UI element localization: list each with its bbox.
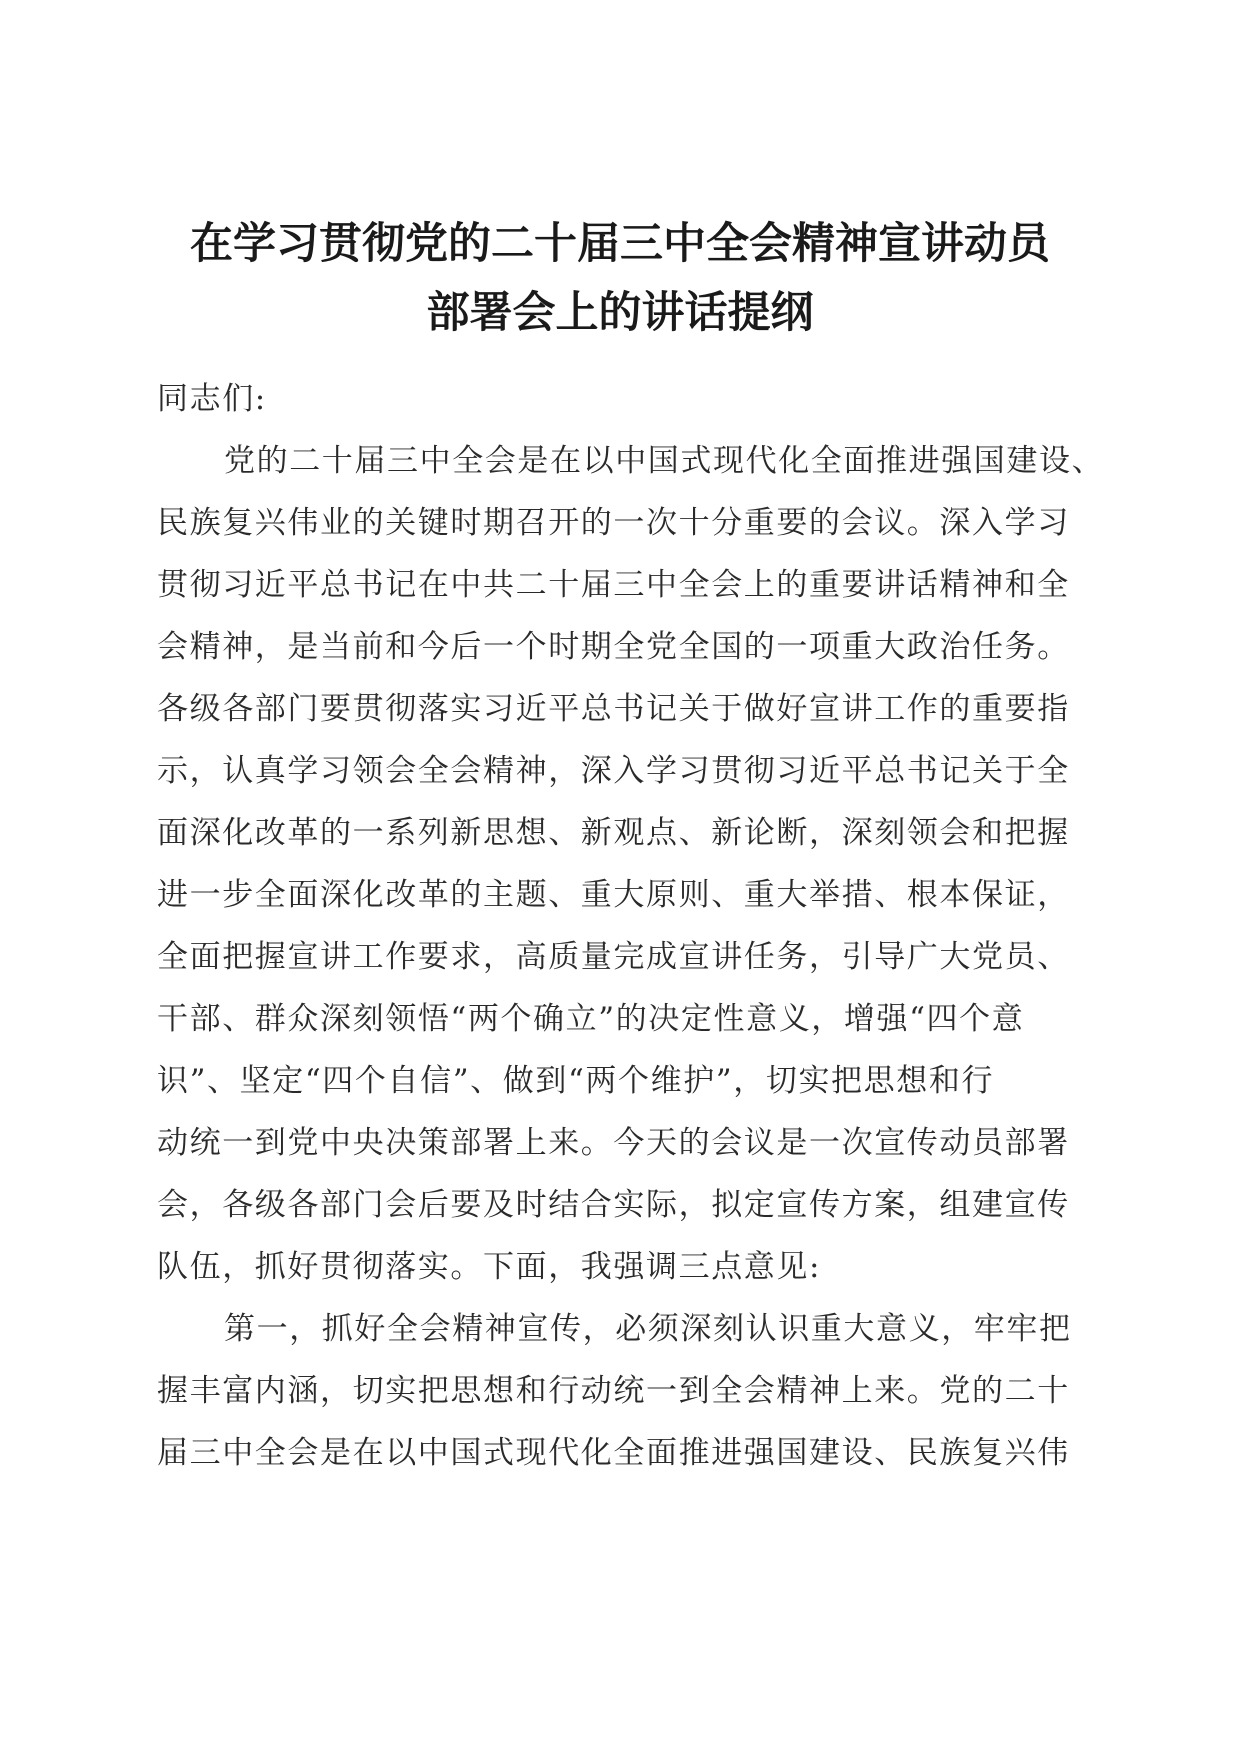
paragraph-1-line: 民族复兴伟业的关键时期召开的一次十分重要的会议。深入学习 [157,505,1070,541]
salutation: 同志们: [157,381,267,417]
paragraph-1-line: 队伍，抓好贯彻落实。下面，我强调三点意见: [157,1249,822,1285]
document-title-line-1: 在学习贯彻党的二十届三中全会精神宣讲动员 [190,219,1050,269]
paragraph-1-line: 动统一到党中央决策部署上来。今天的会议是一次宣传动员部署 [157,1125,1070,1161]
paragraph-2-line: 届三中全会是在以中国式现代化全面推进强国建设、民族复兴伟 [157,1435,1070,1471]
paragraph-1-line: 党的二十届三中全会是在以中国式现代化全面推进强国建设、 [224,443,1105,479]
document-title-line-2: 部署会上的讲话提纲 [426,288,814,338]
paragraph-2-line: 握丰富内涵，切实把思想和行动统一到全会精神上来。党的二十 [157,1373,1070,1409]
paragraph-1-line: 进一步全面深化改革的主题、重大原则、重大举措、根本保证， [157,877,1070,913]
paragraph-1-line: 各级各部门要贯彻落实习近平总书记关于做好宣讲工作的重要指 [157,691,1070,727]
paragraph-1-line: 贯彻习近平总书记在中共二十届三中全会上的重要讲话精神和全 [157,567,1070,603]
paragraph-1-line: 会，各级各部门会后要及时结合实际，拟定宣传方案，组建宣传 [157,1187,1070,1223]
paragraph-1-line: 干部、群众深刻领悟“两个确立”的决定性意义，增强“四个意 [157,1001,1025,1037]
paragraph-1-line: 面深化改革的一系列新思想、新观点、新论断，深刻领会和把握 [157,815,1070,851]
paragraph-1-line: 示，认真学习领会全会精神，深入学习贯彻习近平总书记关于全 [157,753,1070,789]
paragraph-1-line: 识”、坚定“四个自信”、做到“两个维护”，切实把思想和行 [157,1063,995,1099]
paragraph-1-line: 会精神，是当前和今后一个时期全党全国的一项重大政治任务。 [157,629,1070,665]
paragraph-1-line: 全面把握宣讲工作要求，高质量完成宣讲任务，引导广大党员、 [157,939,1070,975]
paragraph-2-line: 第一，抓好全会精神宣传，必须深刻认识重大意义，牢牢把 [224,1311,1072,1347]
